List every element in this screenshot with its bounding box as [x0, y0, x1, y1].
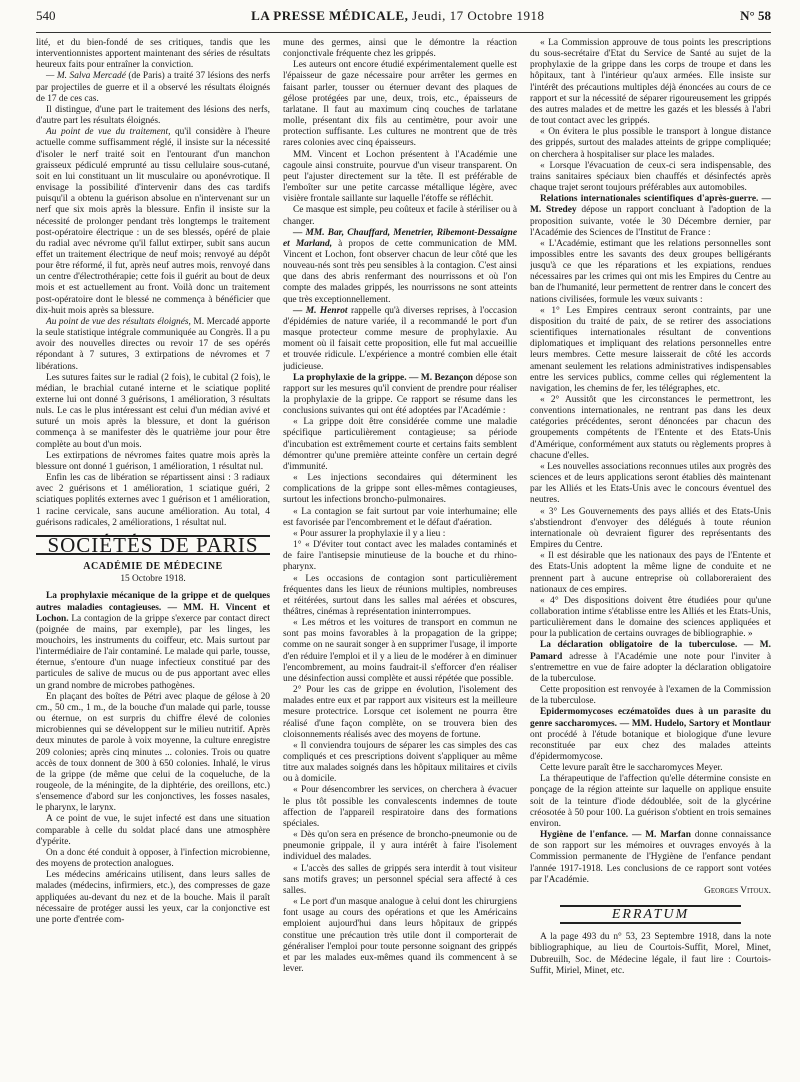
paragraph-text: rappelle qu'à diverses reprises, à l'occasion d'épidémies de nature variée, il a recommandé le port d'un masque protecteur comme mesure de prophylaxie. Au moment où il faisait cette proposition, elle fut mal accueillie et trouvée ridicule. L'expérience a montré combien elle était judicieuse.	[283, 305, 517, 372]
paragraph-text: dépose un rapport concluant à l'adoption de la proposition suivante, votée le 30 Décembre dernier, par l'Académie des Sciences de l'Institut de France :	[530, 205, 771, 238]
paragraph: A la page 493 du n° 53, 23 Septembre 1918, dans la note bibliographique, au lieu de Courtois-Suffit, Morel, Minet, Dubreuilh, Soc. de Médecine légale, il faut lire : Courtois-Suffit, Miriel, Minet, etc.	[530, 932, 771, 976]
page-number: 540	[36, 8, 56, 23]
author-name: — MM. Bar, Chauffard, Menetrier, Ribemont-Dessaigne et Marland,	[283, 227, 517, 249]
paragraph-text: adresse à l'Académie une note pour l'inviter à s'entremettre en vue de faire adopter la déclaration obligatoire de la tuberculose.	[530, 651, 771, 684]
paragraph: « Dès qu'on sera en présence de broncho-pneumonie ou de pneumonie grippale, il y aura intérêt à faire l'isolement individuel des malades.	[283, 830, 517, 863]
paragraph: « 3° Les Gouvernements des pays alliés et des Etats-Unis s'abstiendront d'envoyer des délégués à toute réunion internationale où devraient figurer des représentants des Empires du Centre.	[530, 506, 771, 551]
paragraph: « Les nouvelles associations reconnues utiles aux progrès des sciences et de leurs applications seront établies dès maintenant par les Alliés et les Etats-Unis avec le concours éventuel des neutres.	[530, 461, 771, 506]
journal-title	[251, 8, 544, 24]
paragraph	[36, 127, 270, 317]
paragraph: « Il est désirable que les nationaux des pays de l'Entente et des Etats-Unis adoptent la même ligne de conduite et ne prennent part à aucune entreprise où collaboreraient des nationaux de ces empires.	[530, 551, 771, 595]
paragraph: mune des germes, ainsi que le démontre la réaction conjonctivale fréquente chez les grippés.	[283, 38, 517, 60]
subsection-title: ACADÉMIE DE MÉDECINE	[83, 561, 223, 573]
paragraph: La thérapeutique de l'affection qu'elle détermine consiste en ponçage de la région atteinte sur laquelle on applique ensuite soit de la teinture d'iode dédoublée, soit de la glycérine créosotée à 50 pour 100. La guérison s'obtient en trois semaines environ.	[530, 774, 771, 829]
paragraph-text: qu'il considère à l'heure actuelle comme suffisamment réglé, il insiste sur la nécessité d'isoler le nerf traité soit en l'entourant d'un manchon graisseux pédiculé emprunté au tissu cellulaire sous-cutané, soit en lui constituant un lit musculaire ou aponévrotique. Il envisage la possibilité d'intervenir dans des cas tardifs puisqu'il a obtenu la guérison absolue en n'intervenant sur un nerf que six mois après la blessure. Enfin il insiste sur la nécessité de prolonger pendant très longtemps le traitement post-opératoire électrique : un de ses blessés, opéré de plaie du radial avec névrome qu'il fallut extirper, subit sans aucun effet un traitement électrique de neuf mois; renvoyé au dépôt pour être réformé, il fut, après neuf autres mois, renvoyé dans un centre d'électrothérapie; cette fois il guérit au bout de deux mois et est actuellement au front. Voilà donc un traitement post-opératoire dont le blessé ne commença à bénéficier que dix-huit mois après sa blessure.	[36, 127, 270, 316]
lead-in: Au point de vue des résultats éloignés,	[46, 316, 191, 327]
paragraph: Cette proposition est renvoyée à l'examen de la Commission de la tuberculose.	[530, 685, 771, 707]
article-heading: La déclaration obligatoire de la tuberculose. — M. Pamard	[530, 640, 771, 662]
paragraph: A ce point de vue, le sujet infecté est dans une situation comparable à celle du soldat placé dans une atmosphère d'ypérite.	[36, 814, 270, 847]
paragraph: « On évitera le plus possible le transport à longue distance des grippés, surtout des malades atteints de grippe compliquée; on cherchera à hospitaliser sur place les malades.	[530, 127, 771, 160]
paragraph: MM. Vincent et Lochon présentent à l'Académie une cagoule ainsi construite, pourvue d'un viseur transparent. On peut l'ajuster directement sur la tête. Il est préférable de l'emboîter sur une petite carcasse métallique légère, avec visière frontale saillante sur laquelle l'étoffe se réfléchit.	[283, 149, 517, 205]
author-name: — M. Henrot	[293, 305, 348, 316]
lead-in: Au point de vue du traitement,	[46, 127, 171, 138]
article-heading: La prophylaxie mécanique de la grippe et de quelques autres maladies contagieuses. — MM. H. Vincent et Lochon.	[36, 591, 270, 624]
paragraph: « Les injections secondaires qui déterminent les complications de la grippe sont elles-mêmes contagieuses, surtout les infections broncho-pulmonaires.	[283, 473, 517, 506]
article-heading: La prophylaxie de la grippe. — M. Bezançon	[293, 372, 474, 383]
paragraph: Les médecins américains utilisent, dans leurs salles de malades (médecins, infirmiers, etc.), des compresses de gaze appliquées au-devant du nez et de la bouche. Mais il paraît nécessaire de protéger aussi les yeux, car la conjonctive est une porte d'entrée com-	[36, 870, 270, 925]
paragraph	[530, 707, 771, 763]
paragraph-text: ont procédé à l'étude botanique et biologique d'une levure reconstituée par eux chez des malades atteints d'épidermomycose.	[530, 729, 771, 762]
erratum-title: ERRATUM	[560, 905, 741, 924]
paragraph: « La Commission approuve de tous points les prescriptions du sous-secrétaire d'Etat du Service de Santé au sujet de la prophylaxie de la grippe dans les corps de troupe et dans les hôpitaux, tant à l'intérieur qu'aux armées. Elle insiste sur l'intérêt des précautions multiples déjà énoncées au cours de ce rapport et sur la nécessité de séparer rigoureusement les grippés des autres malades et de mettre les gazés et les blessés à l'abri de tout contact avec les grippés.	[530, 38, 771, 127]
paragraph: « Pour désencombrer les services, on cherchera à évacuer le plus tôt possible les convalescents indemnes de toute affection de l'appareil respiratoire dans des formations spéciales.	[283, 785, 517, 829]
paragraph: On a donc été conduit à opposer, à l'infection microbienne, des moyens de protection analogues.	[36, 847, 270, 870]
paragraph: Les extirpations de névromes faites quatre mois après la blessure ont donné 1 guérison, 1 amélioration, 1 résultat nul.	[36, 450, 270, 472]
paragraph-text: donne connaissance de son rapport sur les mémoires et ouvrages envoyés à la Commission permanente de l'Hygiène de l'enfance pendant l'année 1917-1918. Les conclusions de ce rapport sont votées par l'Académie.	[530, 830, 771, 885]
paragraph: Les sutures faites sur le radial (2 fois), le cubital (2 fois), le médian, le brachial cutané interne et le sciatique poplité externe lui ont donné 3 guérisons, 1 amélioration, 3 résultats nuls. Le cas le plus intéressant est celui d'un médian avivé et suturé un mois après la blessure, et dont la guérison commença à se manifester dès le quatrième jour pour être complète au bout d'un mois.	[36, 372, 270, 450]
paragraph: « La grippe doit être considérée comme une maladie spécifique particulièrement contagieuse; sa période d'incubation est extrêmement courte et certains faits semblent démontrer qu'une première atteinte confère un certain degré d'immunité.	[283, 417, 517, 472]
column-1	[36, 38, 270, 1074]
paragraph: 1° « D'éviter tout contact avec les malades contaminés et de faire l'antisepsie minutieuse de la bouche et du rhino-pharynx.	[283, 540, 517, 573]
signature: Georges Vitoux.	[704, 885, 771, 896]
paragraph: « Les occasions de contagion sont particulièrement fréquentes dans les lieux de réunions multiples, nombreuses et réitérées, surtout dans les salles mal aérées et obscures, théâtres, cinémas à représentation ininterrompues.	[283, 573, 517, 617]
session-date: 15 Octobre 1918.	[120, 574, 186, 585]
paragraph: 2° Pour les cas de grippe en évolution, l'isolement des malades entre eux et par rapport aux visiteurs est la meilleure mesure protectrice. Lorsque cet isolement ne pourra être réalisé d'une façon complète, on se trouvera bien des cloisonnements réalisés avec des moyens de fortune.	[283, 685, 517, 740]
paragraph: « 4° Des dispositions doivent être étudiées pour qu'une collaboration intime s'établisse entre les Alliés et les Etats-Unis, particulièrement dans le domaine des sciences appliquées et pour la publication de certains ouvrages de bibliographie. »	[530, 595, 771, 640]
paragraph: « La contagion se fait surtout par voie interhumaine; elle est favorisée par l'encombrement et le défaut d'aération.	[283, 506, 517, 528]
issue-number: N° 58	[740, 8, 771, 23]
paragraph	[36, 317, 270, 373]
paragraph: « L'accès des salles de grippés sera interdit à tout visiteur sans motifs graves; un personnel spécial sera affecté à ces salles.	[283, 863, 517, 896]
article-heading: Epidermomycoses eczématoïdes dues à un parasite du genre saccharomyces. — MM. Hudelo, Sartory et Montlaur	[530, 707, 771, 729]
paragraph-text: dépose son rapport sur les mesures qu'il convient de prendre pour réaliser la prophylaxie de la grippe. Ce rapport se résume dans les conclusions suivantes qui ont été adoptées par l'Académie :	[283, 372, 517, 417]
column-3	[530, 38, 771, 1074]
paragraph: En plaçant des boîtes de Pétri avec plaque de gélose à 20 cm., 50 cm., 1 m., de la bouche d'un malade qui parle, tousse ou éternue, on est surpris du chiffre élevé de colonies microbiennes qui se développent sur le milieu nutritif. Après deux minutes de parole à voix moyenne, la culture enregistre 209 colonies; après cinq minutes ... colonies. Trois ou quatre accès de toux donnent de 300 à 650 colonies. Inhalé, le virus de la grippe (de même que celui de la coqueluche, de la rougeole, de la méningite, de la diphtérie, des oreillons, etc.) s'ensemence d'abord sur les conjonctives, les fosses nasales, le pharynx, le larynx.	[36, 691, 270, 814]
paragraph-text: M. Mercadé apporte la seule statistique intégrale communiquée au Congrès. Il a pu avoir des nouvelles directes ou revoir 17 de ses opérés répondant à 7 sutures, 3 extirpations de névromes et 7 libérations.	[36, 316, 270, 372]
paragraph: « Il conviendra toujours de séparer les cas simples des cas compliqués et ces prescriptions doivent s'appliquer au même titre aux malades soignés dans les hôpitaux militaires et civils ou à domicile.	[283, 740, 517, 785]
author-name: — M. Salva Mercadé	[46, 71, 126, 82]
paragraph: « Les métros et les voitures de transport en commun ne sont pas moins favorables à la propagation de la grippe; comme on ne saurait songer à en supprimer l'usage, il importe d'en réduire l'emploi et il y a lieu de le modérer à en diminuer l'encombrement, au moins faudrait-il s'efforcer d'en réaliser une désinfection aussi complète et aussi répétée que possible.	[283, 618, 517, 684]
paragraph: Les auteurs ont encore étudié expérimentalement quelle est l'épaisseur de gaze nécessaire pour arrêter les germes en faisant parler, tousser ou éternuer devant des plaques de gélose protégées par une, deux, trois, etc., épaisseurs de tarlatane. Il faut au maximum cinq couches de tarlatane molle, présentant dix fils au centimètre, pour avoir une protection suffisante. Les cultures ne montrent que de très rares colonies avec cinq épaisseurs.	[283, 60, 517, 149]
section-title: SOCIÉTÉS DE PARIS	[36, 535, 270, 555]
paragraph	[283, 306, 517, 373]
paragraph: « Lorsque l'évacuation de ceux-ci sera indispensable, des trains sanitaires spéciaux bien chauffés et désinfectés après chaque trajet seront toujours préférables aux automobiles.	[530, 160, 771, 194]
paragraph-text: (de Paris) a traité 37 lésions des nerfs par projectiles de guerre et il a observé les résultats éloignés de 17 de ces cas.	[36, 71, 270, 104]
paragraph	[36, 591, 270, 691]
paragraph-text: La contagion de la grippe s'exerce par contact direct (poignée de mains, par exemple), par les linges, les mouchoirs, les instruments du coiffeur, etc. Mais surtout par l'intermédiaire de l'air contaminé. Le malade qui parle, tousse, éternue, s'entoure d'un nuage infectieux constitué par des particules de salive de mucus ou de pus apportant avec elles un grand nombre de microbes pathogènes.	[36, 613, 270, 691]
paragraph	[530, 640, 771, 685]
paragraph	[530, 830, 771, 886]
article-heading: Relations internationales scientifiques d'après-guerre. — M. Stredey	[530, 194, 771, 216]
paragraph: « 2° Aussitôt que les circonstances le permettront, les conventions internationales, ne rentrant pas dans les deux catégories précédentes, seront dénoncées par chacun des groupements compétents de l'Entente et des Etats-Unis d'Amérique, conformément aux statuts ou règlements propres à chacune d'elles.	[530, 395, 771, 461]
paragraph: « L'Académie, estimant que les relations personnelles sont impossibles entre les savants des deux groupes belligérants jusqu'à ce que les réparations et les expiations, rendues nécessaires par les crimes qui ont mis les Empires du Centre au ban de l'humanité, leur permettent de rentrer dans le concert des nations civilisées, formule les vœux suivants :	[530, 238, 771, 305]
paragraph: « 1° Les Empires centraux seront contraints, par une disposition du traité de paix, de se retirer des associations scientifiques internationales résultant de conventions diplomatiques et impliquant des relations personnelles entre leurs membres. Cette mesure laisserait de côté les accords amenant seulement les relations administratives indispensables entre les services publics, comme celles qui réglementent la navigation, les chemins de fer, les télégraphes, etc.	[530, 305, 771, 394]
paragraph-text: à propos de cette communication de MM. Vincent et Lochon, font observer chacun de leur côté que les nouveau-nés sont très peu sensibles à la contagion. C'est ainsi que dans des abris renfermant des nourrissons et où l'on compte des malades grippés, les nourrissons ne sont atteints que très exceptionnellement.	[283, 238, 517, 305]
issue-date: Jeudi, 17 Octobre 1918	[412, 8, 545, 23]
journal-name: LA PRESSE MÉDICALE,	[251, 8, 409, 23]
paragraph: « Le port d'un masque analogue à celui dont les chirurgiens font usage au cours des opérations et que les Américains emploient aujourd'hui dans leurs hôpitaux de grippés constitue une précaution très utile dont il comporterait de généraliser l'emploi pour toute personne soignant des grippés et par les malades eux-mêmes quand ils commencent à se lever.	[283, 897, 517, 974]
paragraph: Cette levure paraît être le saccharomyces Meyer.	[540, 763, 723, 774]
page-header	[36, 8, 771, 33]
paragraph	[36, 71, 270, 104]
paragraph	[283, 373, 517, 418]
paragraph: lité, et du bien-fondé de ses critiques, tandis que les interventionnistes apportent maintenant des séries de résultats heureux faits pour entraîner la conviction.	[36, 38, 270, 71]
paragraph: « Pour assurer la prophylaxie il y a lieu :	[293, 528, 446, 539]
paragraph: Enfin les cas de libération se répartissent ainsi : 3 radiaux avec 2 guérisons et 1 amélioration, 1 sciatique guéri, 2 sciatiques poplités externes avec 1 guérison et 1 amélioration, 1 racine cervicale, sans aucune amélioration. Au total, 4 guérisons radicales, 2 améliorations, 1 résultat nul.	[36, 473, 270, 528]
paragraph	[530, 194, 771, 239]
column-2	[283, 38, 517, 1074]
paragraph: Il distingue, d'une part le traitement des lésions des nerfs, d'autre part les résultats éloignés.	[36, 104, 270, 127]
paragraph	[283, 228, 517, 306]
paragraph: Ce masque est simple, peu coûteux et facile à stériliser ou à changer.	[283, 205, 517, 227]
article-heading: Hygiène de l'enfance. — M. Marfan	[540, 830, 691, 841]
